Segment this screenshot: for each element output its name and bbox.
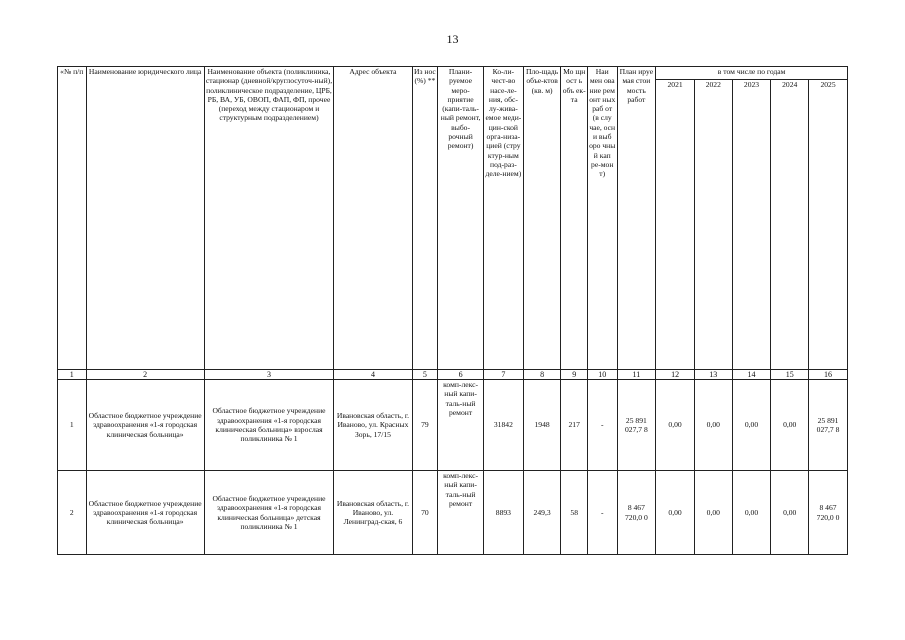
object-name-cell: Областное бюджетное учреждение здравоохранения «1-я городская клиническая больница» детская поликлиника № 1 <box>204 471 333 555</box>
measure-cell: комп-лекс-ный капи-таль-ный ремонт <box>438 380 484 471</box>
header-repair-works: Наи мен ова ние рем онт ных раб от (в слу чае, осн и выб оро чны й кап ре-мон т) <box>587 67 617 370</box>
wear-cell: 79 <box>412 380 437 471</box>
column-number: 6 <box>438 370 484 380</box>
header-address: Адрес объекта <box>334 67 412 370</box>
column-number: 10 <box>587 370 617 380</box>
area-cell: 249,3 <box>523 471 561 555</box>
header-measure: Плани-руемое меро-приятие (капи-таль-ный ремонт, выбо-рочный ремонт) <box>438 67 484 370</box>
area-cell: 1948 <box>523 380 561 471</box>
planned-cost-cell: 8 467 720,0 0 <box>617 471 656 555</box>
header-object-name: Наименование объекта (поликлиника, стационар (дневной/круглосуточ-ный), поликлиническое подразделение, ЦРБ, РБ, ВА, УБ, ОВОП, ФАП, ФП, прочее (переход между стационаром и структурным подразделением) <box>204 67 333 370</box>
column-number: 4 <box>334 370 412 380</box>
header-years-group: в том числе по годам <box>656 67 848 80</box>
year-2024-cell: 0,00 <box>771 380 809 471</box>
year-2023-cell: 0,00 <box>732 380 771 471</box>
population-cell: 31842 <box>484 380 524 471</box>
year-2024-cell: 0,00 <box>771 471 809 555</box>
year-2022-cell: 0,00 <box>694 471 732 555</box>
header-legal-entity: Наименование юридического лица <box>86 67 204 370</box>
header-area: Пло-щадь объе-ктов (кв. м) <box>523 67 561 370</box>
address-cell: Ивановская область, г. Иваново, ул. Ленинград-ская, 6 <box>334 471 412 555</box>
column-number: 1 <box>58 370 87 380</box>
table-row <box>58 471 848 555</box>
header-year-2024: 2024 <box>771 80 809 370</box>
header-index: «№ п/п <box>58 67 87 370</box>
object-name-cell: Областное бюджетное учреждение здравоохранения «1-я городская клиническая больница» взрослая поликлиника № 1 <box>204 380 333 471</box>
column-number: 7 <box>484 370 524 380</box>
header-capacity: Мо щн ост ь объ ек-та <box>561 67 588 370</box>
column-number: 13 <box>694 370 732 380</box>
column-number: 2 <box>86 370 204 380</box>
header-population: Ко-ли-чест-во насе-ле-ния, обс-лу-жива-емое меди-цин-ской орга-низа-цией (стру ктур-ным под-раз-деле-нием) <box>484 67 524 370</box>
repair-program-table <box>57 66 848 555</box>
column-number: 8 <box>523 370 561 380</box>
wear-cell: 70 <box>412 471 437 555</box>
table-row <box>58 380 848 471</box>
column-number: 9 <box>561 370 588 380</box>
measure-cell: комп-лекс-ный капи-таль-ный ремонт <box>438 471 484 555</box>
column-number-row <box>58 370 848 380</box>
column-number: 11 <box>617 370 656 380</box>
header-planned-cost: План ируе мая стои мость работ <box>617 67 656 370</box>
year-2025-cell: 25 891 027,7 8 <box>809 380 848 471</box>
year-2022-cell: 0,00 <box>694 380 732 471</box>
column-number: 5 <box>412 370 437 380</box>
capacity-cell: 58 <box>561 471 588 555</box>
year-2025-cell: 8 467 720,0 0 <box>809 471 848 555</box>
repair-works-cell: - <box>587 471 617 555</box>
column-number: 3 <box>204 370 333 380</box>
column-number: 16 <box>809 370 848 380</box>
column-number: 14 <box>732 370 771 380</box>
legal-entity-cell: Областное бюджетное учреждение здравоохранения «1-я городская клиническая больница» <box>86 380 204 471</box>
column-number: 15 <box>771 370 809 380</box>
address-cell: Ивановская область, г. Иваново, ул. Красных Зорь, 17/15 <box>334 380 412 471</box>
header-year-2023: 2023 <box>732 80 771 370</box>
planned-cost-cell: 25 891 027,7 8 <box>617 380 656 471</box>
repair-works-cell: - <box>587 380 617 471</box>
year-2021-cell: 0,00 <box>656 380 695 471</box>
header-year-2022: 2022 <box>694 80 732 370</box>
row-index: 1 <box>58 380 87 471</box>
legal-entity-cell: Областное бюджетное учреждение здравоохранения «1-я городская клиническая больница» <box>86 471 204 555</box>
column-number: 12 <box>656 370 695 380</box>
header-row <box>58 67 848 80</box>
header-wear: Из нос (%) ** <box>412 67 437 370</box>
header-year-2021: 2021 <box>656 80 695 370</box>
row-index: 2 <box>58 471 87 555</box>
header-year-2025: 2025 <box>809 80 848 370</box>
year-2021-cell: 0,00 <box>656 471 695 555</box>
population-cell: 8893 <box>484 471 524 555</box>
capacity-cell: 217 <box>561 380 588 471</box>
page-number: 13 <box>446 32 459 46</box>
year-2023-cell: 0,00 <box>732 471 771 555</box>
